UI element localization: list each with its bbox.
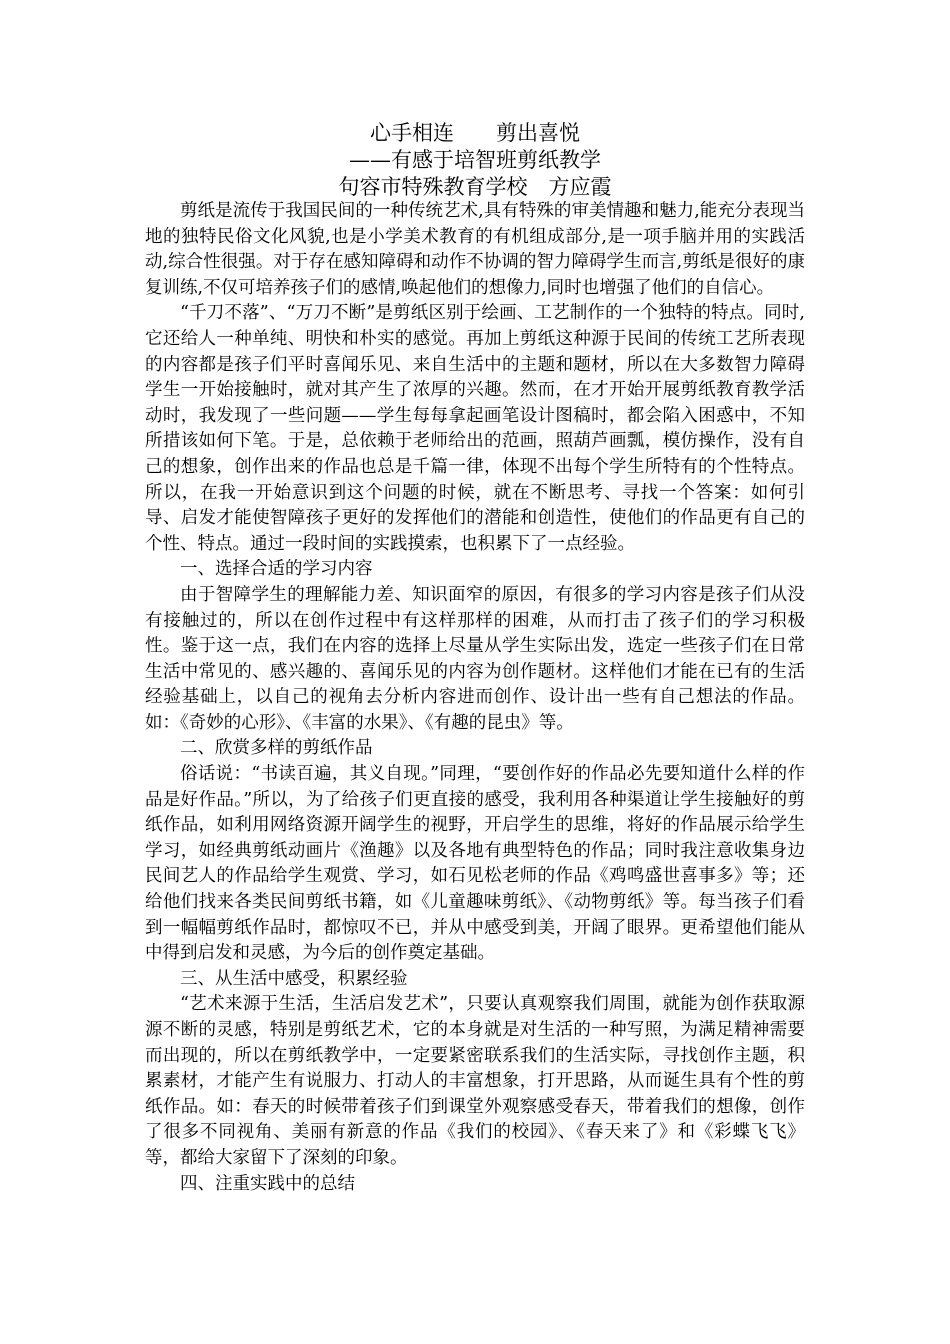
section-heading-2: 二、欣赏多样的剪纸作品 xyxy=(180,738,373,759)
document-body xyxy=(145,199,805,1197)
section-heading-3: 三、从生活中感受，积累经验 xyxy=(180,968,408,989)
section-heading-4: 四、注重实践中的总结 xyxy=(180,1173,355,1194)
document-title: 心手相连 剪出喜悦 xyxy=(370,121,580,145)
paragraph-section-2: 俗话说：“书读百遍，其义自现。”同理，“要创作好的作品必先要知道什么样的作品是好作品。”所以，为了给孩子们更直接的感受，我利用各种渠道让学生接触好的剪纸作品，如利用网络资源开阔学生的视野，开启学生的思维，将好的作品展示给学生学习，如经典剪纸动画片《渔趣》以及各地有典型特色的作品；同时我注意收集身边民间艺人的作品给学生观赏、学习，如石见松老师的作品《鸡鸣盛世喜事多》等；还给他们找来各类民间剪纸书籍，如《儿童趣味剪纸》、《动物剪纸》等。每当孩子们看到一幅幅剪纸作品时，都惊叹不已，并从中感受到美，开阔了眼界。更希望他们能从中得到启发和灵感，为今后的创作奠定基础。 xyxy=(145,764,805,964)
author-line: 句容市特殊教育学校 方应霞 xyxy=(338,175,612,199)
paragraph-section-1: 由于智障学生的理解能力差、知识面窄的原因，有很多的学习内容是孩子们从没有接触过的，所以在创作过程中有这样那样的困难，从而打击了孩子们的学习积极性。鉴于这一点，我们在内容的选择上尽量从学生实际出发，选定一些孩子们在日常生活中常见的、感兴趣的、喜闻乐见的内容为创作题材。这样他们才能在已有的生活经验基础上，以自己的视角去分析内容进而创作、设计出一些有自己想法的作品。如：《奇妙的心形》、《丰富的水果》、《有趣的昆虫》等。 xyxy=(145,584,805,733)
paragraph-intro: 剪纸是流传于我国民间的一种传统艺术,具有特殊的审美情趣和魅力,能充分表现当地的独特民俗文化风貌,也是小学美术教育的有机组成部分,是一项手脑并用的实践活动,综合性很强。对于存在感知障碍和动作不协调的智力障碍学生而言,剪纸是很好的康复训练,不仅可培养孩子们的感情,唤起他们的想像力,同时也增强了他们的自信心。 xyxy=(145,201,805,298)
paragraph-problem: “千刀不落”、“万刀不断”是剪纸区别于绘画、工艺制作的一个独特的特点。同时,它还给人一种单纯、明快和朴实的感觉。再加上剪纸这种源于民间的传统工艺所表现的内容都是孩子们平时喜闻乐见、来自生活中的主题和题材，所以在大多数智力障碍学生一开始接触时，就对其产生了浓厚的兴趣。然而，在才开始开展剪纸教育教学活动时，我发现了一些问题——学生每每拿起画笔设计图稿时，都会陷入困惑中，不知所措该如何下笔。于是，总依赖于老师给出的范画，照葫芦画瓢，模仿操作，没有自己的想象，创作出来的作品也总是千篇一律，体现不出每个学生所特有的个性特点。所以，在我一开始意识到这个问题的时候，就在不断思考、寻找一个答案：如何引导、启发才能使智障孩子更好的发挥他们的潜能和创造性，使他们的作品更有自己的个性、特点。通过一段时间的实践摸索，也积累下了一点经验。 xyxy=(145,303,805,554)
section-heading-1: 一、选择合适的学习内容 xyxy=(180,559,373,580)
title-block xyxy=(0,120,950,201)
paragraph-section-3: “艺术来源于生活，生活启发艺术”，只要认真观察我们周围，就能为创作获取源源不断的灵感，特别是剪纸艺术，它的本身就是对生活的一种写照，为满足精神需要而出现的，所以在剪纸教学中，一定要紧密联系我们的生活实际，寻找创作主题，积累素材，才能产生有说服力、打动人的丰富想象，打开思路，从而诞生具有个性的剪纸作品。如：春天的时候带着孩子们到课堂外观察感受春天，带着我们的想像，创作了很多不同视角、美丽有新意的作品《我们的校园》、《春天来了》和《彩蝶飞飞》等，都给大家留下了深刻的印象。 xyxy=(145,994,805,1168)
document-subtitle: ——有感于培智班剪纸教学 xyxy=(349,148,601,172)
